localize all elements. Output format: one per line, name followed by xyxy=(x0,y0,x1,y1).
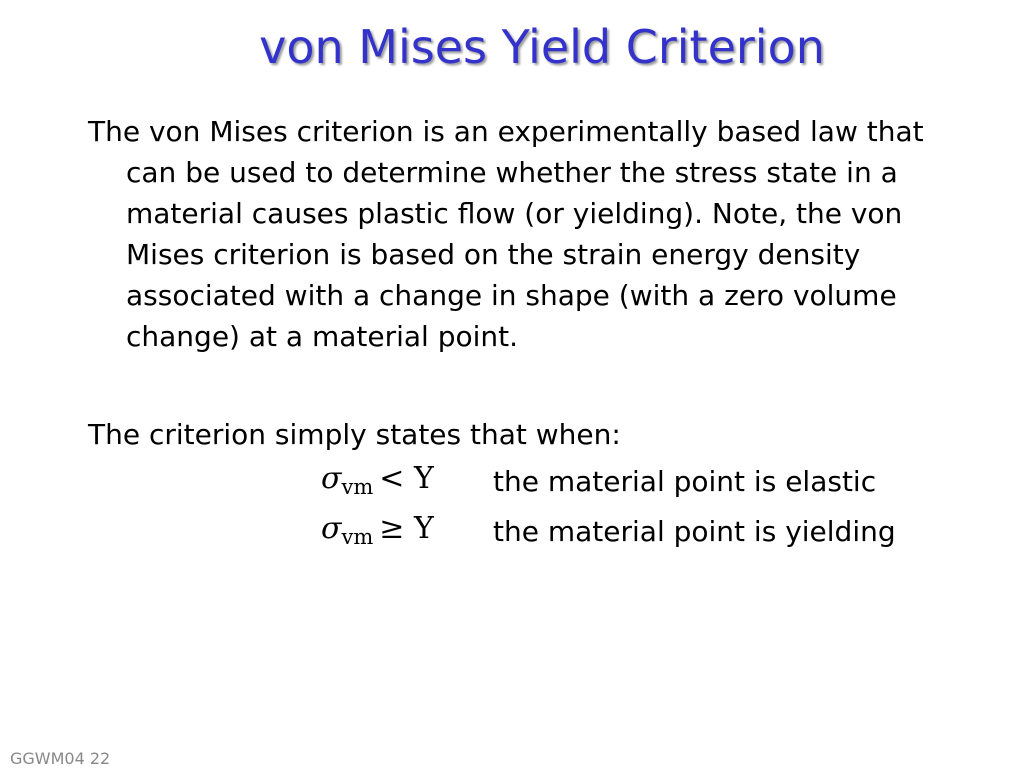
sigma-symbol: σ xyxy=(321,511,342,546)
condition-row-yielding xyxy=(0,506,1024,552)
elastic-description: the material point is elastic xyxy=(493,465,877,498)
elastic-formula xyxy=(321,456,434,510)
yielding-description: the material point is yielding xyxy=(493,515,896,548)
body-paragraph-definition: The von Mises criterion is an experimentally based law that can be used to determine whether the stress state in a material causes plastic flow (or yielding). Note, the von Mises criterion is based on the strain energy density associated with a change in shape (with a zero volume change) at a material point. xyxy=(88,115,924,353)
vm-subscript: vm xyxy=(341,525,374,549)
sigma-symbol: σ xyxy=(321,461,342,496)
body-paragraph-criterion-intro: The criterion simply states that when: xyxy=(88,418,621,451)
greater-equal-yield-relation: ≥ Y xyxy=(379,511,434,546)
slide-footer-id: GGWM04 22 xyxy=(10,749,111,768)
vm-subscript: vm xyxy=(341,475,374,499)
less-than-yield-relation: < Y xyxy=(379,461,434,496)
condition-row-elastic xyxy=(0,456,1024,502)
yielding-formula xyxy=(321,506,434,560)
slide-title: von Mises Yield Criterion xyxy=(259,20,825,74)
